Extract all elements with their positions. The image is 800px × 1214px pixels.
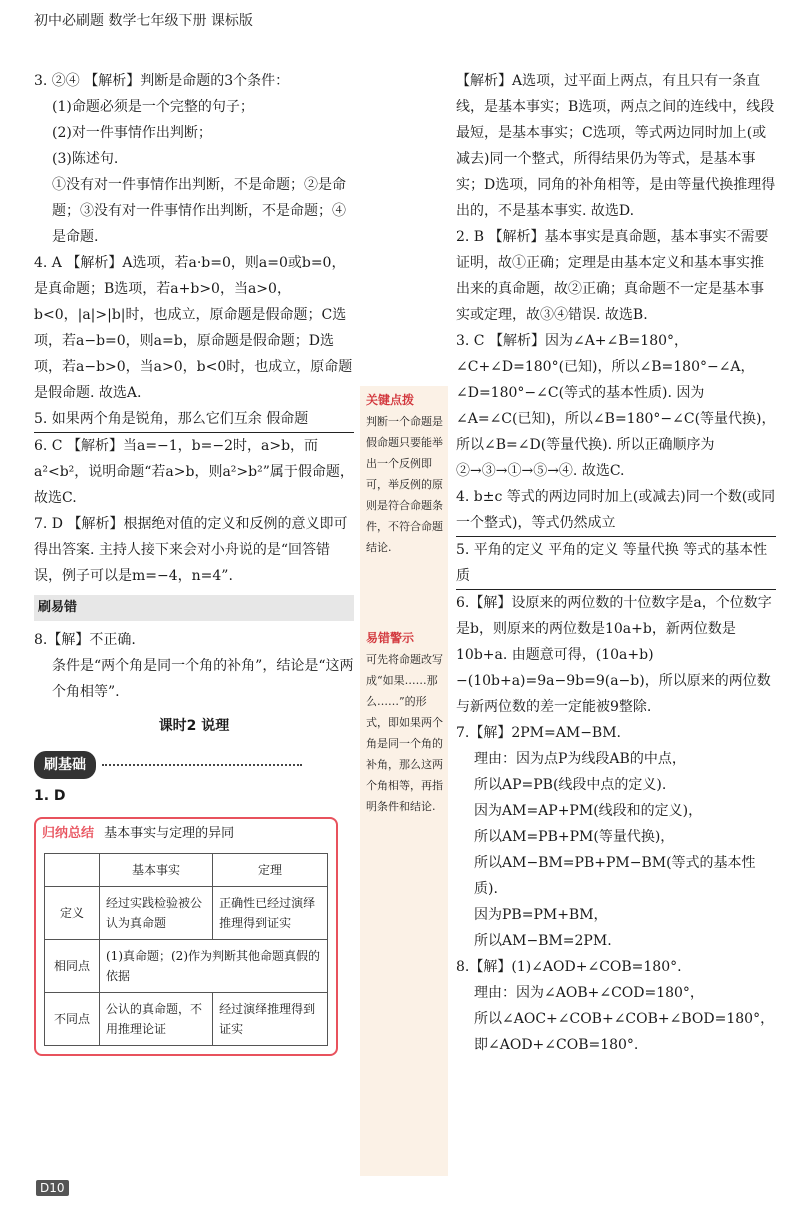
q8-line: 即∠AOD+∠COB=180°. xyxy=(474,1037,639,1053)
q7-line: 因为PB=PM+BM， xyxy=(474,907,608,923)
note2-title: 易错警示 xyxy=(366,631,415,645)
q4-answer: 4. b±c 等式的两边同时加上(或减去)同一个数(或同一个整式)，等式仍然成立 xyxy=(456,484,776,537)
q1-explanation: 【解析】A选项，过平面上两点，有且只有一条直线，是基本事实；B选项，两点之间的连线中，线段最短，是基本事实；C选项，等式两边同时加上(或减去)同一个整式，所得结果仍为等式，是基本事实；D选项，同角的补角相等，是由等量代换推理得出的，不是基本事实. 故选D. xyxy=(456,73,776,219)
note1-title: 关键点拨 xyxy=(366,393,415,407)
page-header: 初中必刷题 数学七年级下册 课标版 xyxy=(34,13,253,29)
q4-answer: 4. A 【解析】A选项，若a·b=0，则a=0或b=0，是真命题；B选项，若a+b>0，当a>0，b<0，|a|>|b|时，也成立，原命题是假命题；C选项，若a−b=0，则a=b，原命题是假命题；D选项，若a−b>0，当a>0，b<0时，也成立，原命题是假命题. 故选A. xyxy=(34,255,353,401)
q8-head: 8.【解】不正确. xyxy=(34,632,136,648)
q7-line: 所以AM−BM=2PM. xyxy=(474,933,612,949)
table-row-head: 不同点 xyxy=(45,993,100,1046)
q3-answer: 3. C 【解析】因为∠A+∠B=180°，∠C+∠D=180°(已知)，所以∠B=180°−∠A，∠D=180°−∠C(等式的基本性质). 因为∠A=∠C(已知)，所以∠B=180°−∠C(等量代换)，所以∠B=∠D(等量代换). 所以正确顺序为②→③→①→⑤→④. 故选C. xyxy=(456,333,776,479)
q8-line: 所以∠AOC+∠COB+∠COB+∠BOD=180°， xyxy=(474,1011,775,1027)
table-cell: 正确性已经过演绎推理得到证实 xyxy=(213,887,328,940)
table-row-head: 相同点 xyxy=(45,940,100,993)
q3-line-2: (2)对一件事情作出判断； xyxy=(52,125,212,141)
table-row-head: 定义 xyxy=(45,887,100,940)
left-column xyxy=(34,68,354,1056)
section-shuayicuo: 刷易错 xyxy=(34,595,354,621)
table-header-cell: 基本事实 xyxy=(100,854,213,887)
q3-line-3: (3)陈述句. xyxy=(52,151,119,167)
q7-line: 7.【解】2PM=AM−BM. xyxy=(456,725,621,741)
q6-answer: 6. C 【解析】当a=−1，b=−2时，a>b，而a²<b²，说明命题“若a>b，则a²>b²”属于假命题，故选C. xyxy=(34,438,354,506)
side-notes xyxy=(360,386,448,1176)
q7-line: 所以AM−BM=PB+PM−BM(等式的基本性质). xyxy=(474,855,756,897)
table-row xyxy=(45,887,328,940)
section-shuajichu: 刷基础 xyxy=(34,751,96,779)
table-header-row xyxy=(45,854,328,887)
table-header-cell xyxy=(45,854,100,887)
q3-head: 3. ②④ 【解析】判断是命题的3个条件： xyxy=(34,73,290,89)
table-row xyxy=(45,993,328,1046)
q8-line: 理由：因为∠AOB+∠COD=180°， xyxy=(474,985,704,1001)
dotted-divider xyxy=(102,764,302,766)
summary-title: 基本事实与定理的异同 xyxy=(104,826,235,841)
q7-line: 所以AP=PB(线段中点的定义). xyxy=(474,777,667,793)
page-number: D10 xyxy=(36,1180,69,1196)
q7-line: 所以AM=PB+PM(等量代换)， xyxy=(474,829,675,845)
right-column xyxy=(456,68,776,1058)
q3-line-1: (1)命题必须是一个完整的句子； xyxy=(52,99,254,115)
q7-answer: 7. D 【解析】根据绝对值的定义和反例的意义即可得出答案. 主持人接下来会对小舟说的是“回答错误，例子可以是m=−4，n=4”. xyxy=(34,516,348,584)
q1-answer: 1. D xyxy=(34,788,66,804)
note1-body: 判断一个命题是假命题只要能举出一个反例即可，举反例的原则是符合命题条件，不符合命题结论. xyxy=(366,415,443,554)
table-cell: 经过演绎推理得到证实 xyxy=(213,993,328,1046)
q5-answer: 5. 平角的定义 平角的定义 等量代换 等式的基本性质 xyxy=(456,537,776,590)
table-cell: 公认的真命题，不用推理论证 xyxy=(100,993,213,1046)
summary-box xyxy=(34,817,338,1056)
lesson-title: 课时2 说理 xyxy=(158,718,230,734)
table-cell: 经过实践检验被公认为真命题 xyxy=(100,887,213,940)
summary-label: 归纳总结 xyxy=(42,826,95,841)
q7-line: 因为AM=AP+PM(线段和的定义)， xyxy=(474,803,703,819)
comparison-table xyxy=(44,853,328,1046)
table-cell: (1)真命题；(2)作为判断其他命题真假的依据 xyxy=(100,940,328,993)
table-row xyxy=(45,940,328,993)
q5-answer: 5. 如果两个角是锐角，那么它们互余 假命题 xyxy=(34,406,354,433)
q2-answer: 2. B 【解析】基本事实是真命题，基本事实不需要证明，故①正确；定理是由基本定义和基本事实推出来的真命题，故②正确；真命题不一定是基本事实或定理，故③④错误. 故选B. xyxy=(456,229,769,323)
q7-line: 理由：因为点P为线段AB的中点， xyxy=(474,751,686,767)
q8-body: 条件是“两个角是同一个角的补角”，结论是“这两个角相等”. xyxy=(52,658,354,700)
summary-box-title xyxy=(36,819,336,849)
q3-line-4: ①没有对一件事情作出判断，不是命题；②是命题；③没有对一件事情作出判断，不是命题；④是命题. xyxy=(52,177,346,245)
note2-body: 可先将命题改写成“如果……那么……”的形式，即如果两个角是同一个角的补角，那么这两个角相等，再指明条件和结论. xyxy=(366,653,443,813)
q8-line: 8.【解】(1)∠AOD+∠COB=180°. xyxy=(456,959,682,975)
table-header-cell: 定理 xyxy=(213,854,328,887)
q6-answer: 6.【解】设原来的两位数的十位数字是a，个位数字是b，则原来的两位数是10a+b，新两位数是10b+a. 由题意可得，(10a+b)−(10b+a)=9a−9b=9(a−b)，所以原来的两位数与新两位数的差一定能被9整除. xyxy=(456,595,772,715)
